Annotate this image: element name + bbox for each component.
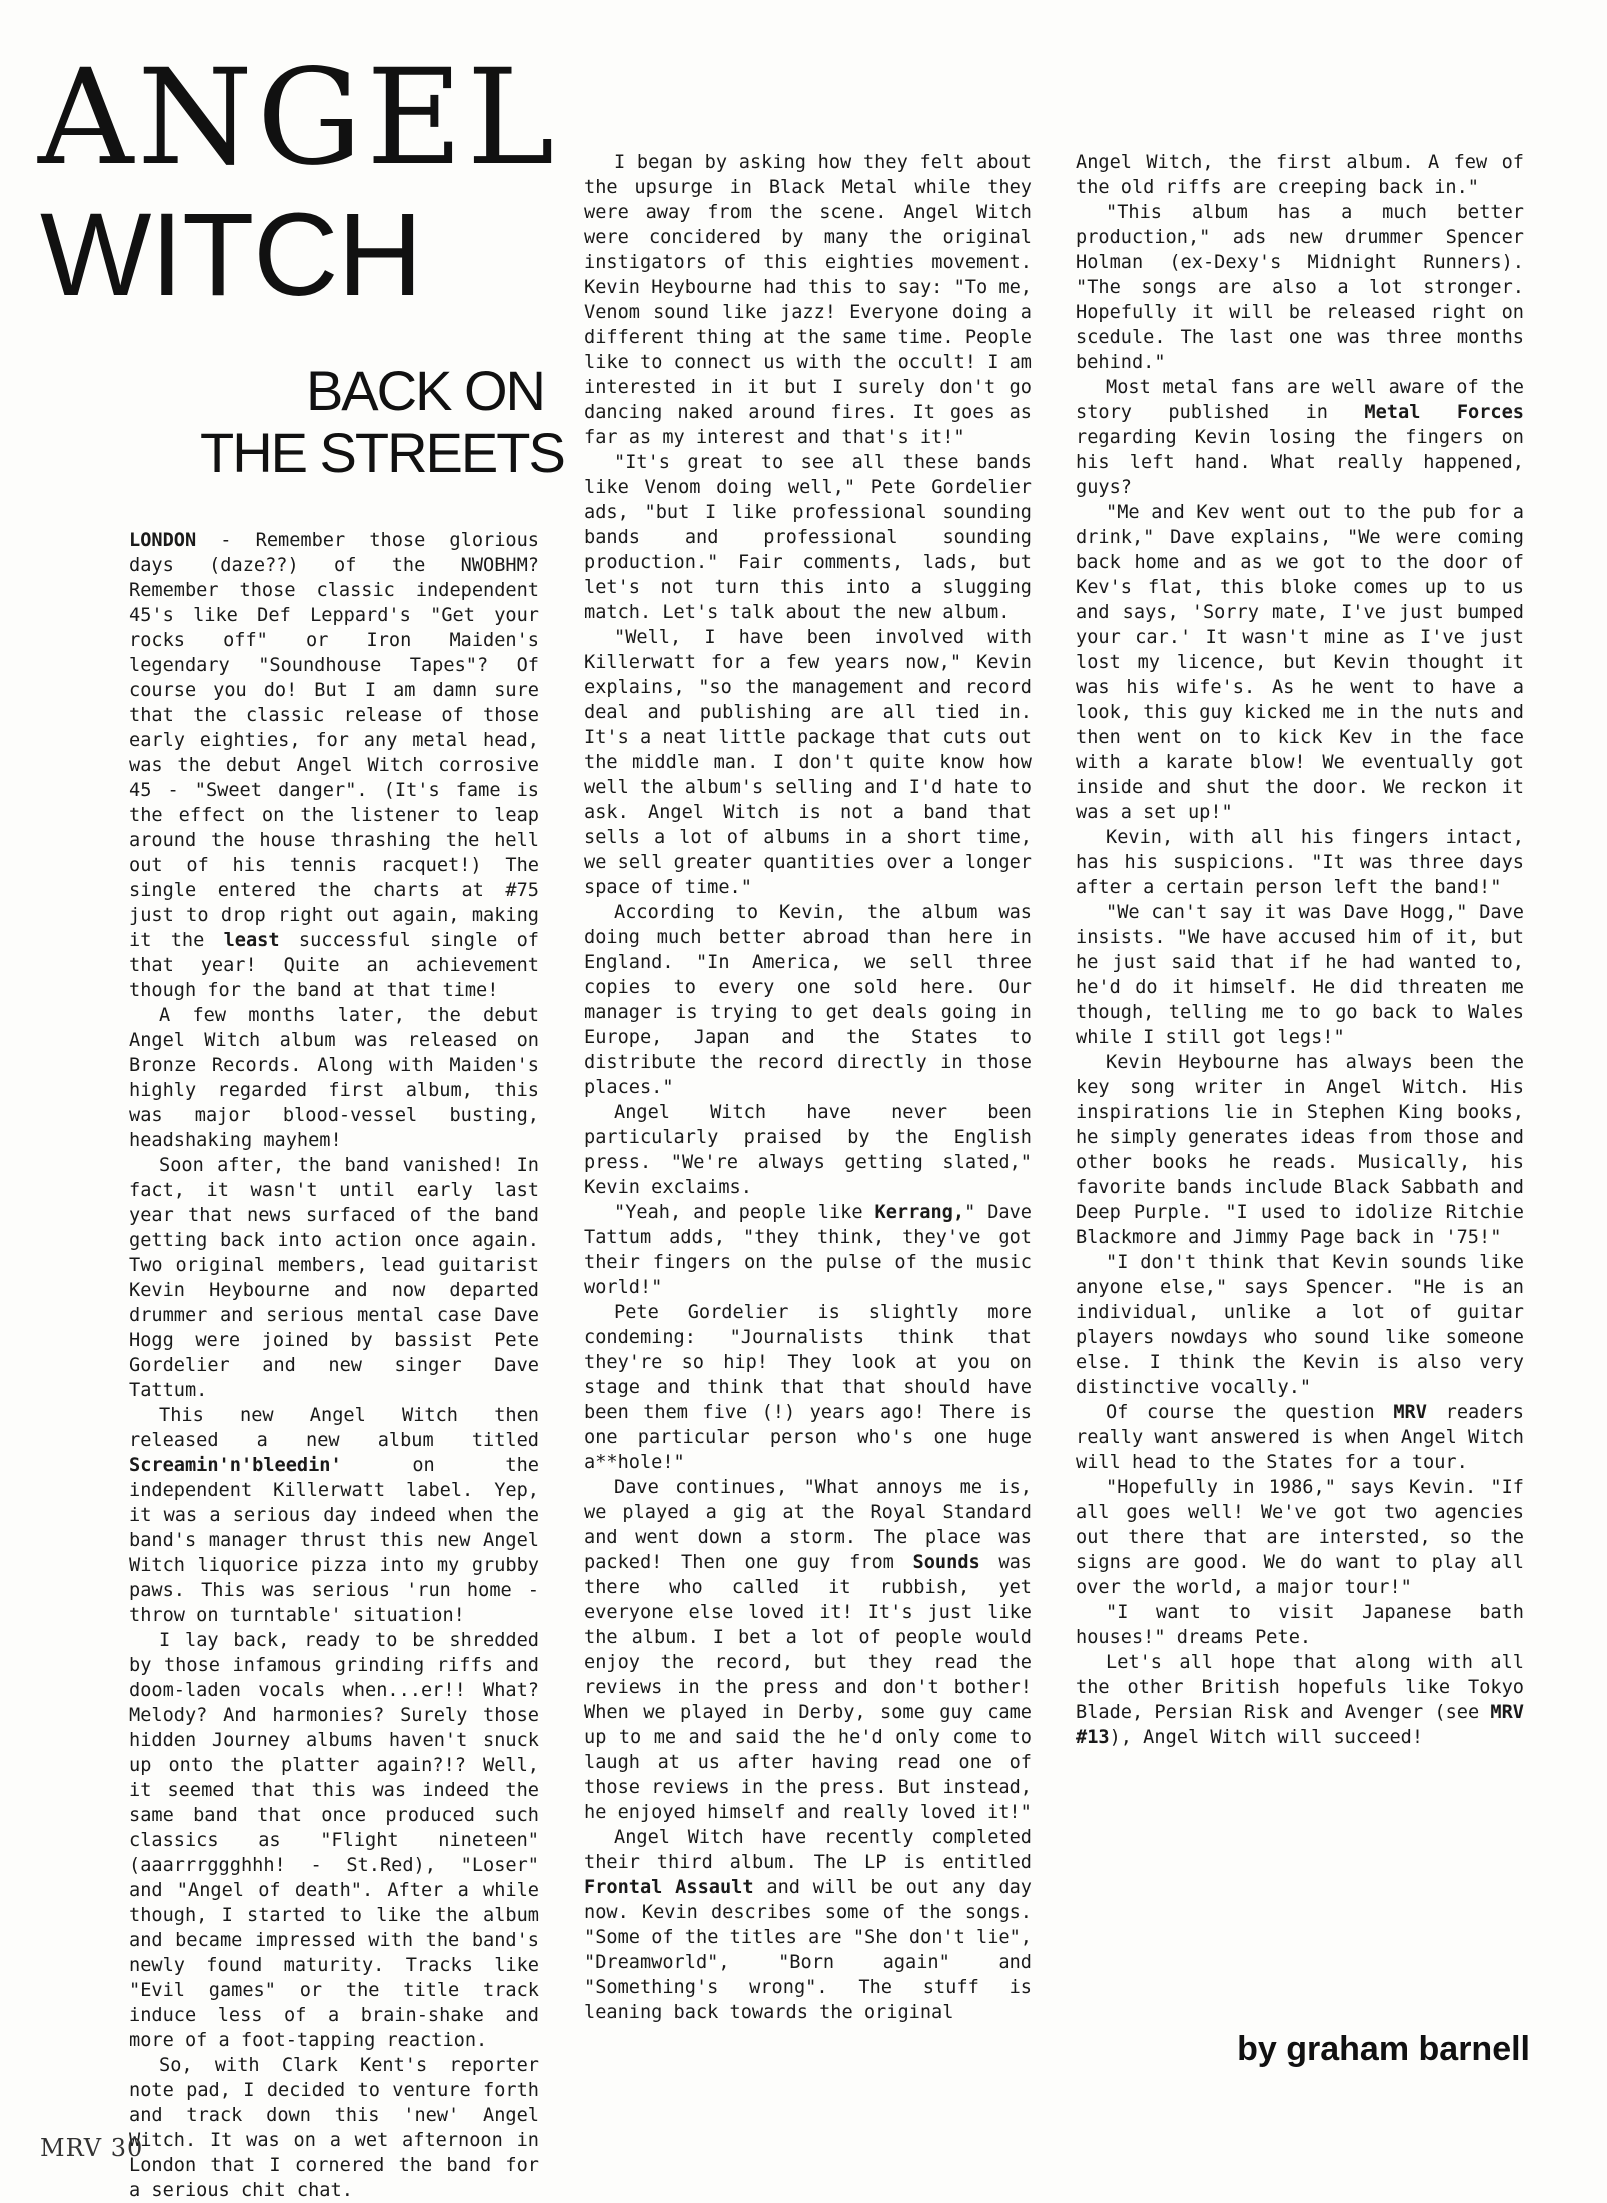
paragraph: "Well, I have been involved with Killerwatt for a few years now," Kevin explains, "so the management and record deal and publishing are all tied in. It's a neat little package that cuts out the middle man. I don't quite know how well the album's selling and I'd hate to ask. Angel Witch is not a band that sells a lot of albums in a short time, we sell greater quantities over a longer space of time." [584, 627, 1032, 898]
paragraph: I lay back, ready to be shredded by those infamous grinding riffs and doom-laden vocals when...er!! What? Melody? And harmonies? Surely those hidden Journey albums haven't snuck up onto the platter again?!? Well, it seemed that this was indeed the same band that once produced such classics as "Flight nineteen" (aaarrrggghhh! - St.Red), "Loser" and "Angel of death". After a while though, I started to like the album and became impressed with the band's newly found maturity. Tracks like "Evil games" or the title track induce less of a brain-shake and more of a foot-tapping reaction. [129, 1630, 539, 2051]
paragraph: "Hopefully in 1986," says Kevin. "If all goes well! We've got two agencies out there that are intersted, so the signs are good. We do want to play all over the world, a major tour!" [1076, 1477, 1524, 1598]
paragraph: "I don't think that Kevin sounds like anyone else," says Spencer. "He is an individual, unlike a lot of guitar players nowdays who sound like someone else. I think the Kevin is also very distinctive vocally." [1076, 1252, 1524, 1398]
paragraph: "I want to visit Japanese bath houses!" dreams Pete. [1076, 1602, 1524, 1648]
paragraph: "This album has a much better production," ads new drummer Spencer Holman (ex-Dexy's Midnight Runners). "The songs are also a lot stronger. Hopefully it will be released right on scedule. The last one was three months behind." [1076, 202, 1524, 373]
paragraph: Soon after, the band vanished! In fact, it wasn't until early last year that news surfaced of the band getting back into action once again. Two original members, lead guitarist Kevin Heybourne and now departed drummer and serious mental case Dave Hogg were joined by bassist Pete Gordelier and new singer Dave Tattum. [129, 1155, 539, 1401]
paragraph: So, with Clark Kent's reporter note pad, I decided to venture forth and track down this 'new' Angel Witch. It was on a wet afternoon in London that I cornered the band for a serious chit chat. [129, 2055, 539, 2201]
album-title: Screamin'n'bleedin' [129, 1455, 342, 1476]
paragraph: "It's great to see all these bands like Venom doing well," Pete Gordelier ads, "but I like professional sounding bands and professional sounding production." Fair comments, lads, but let's not turn this into a slugging match. Let's talk about the new album. [584, 452, 1032, 623]
magazine-name: Metal Forces [1364, 402, 1524, 423]
subtitle-line2: THE STREETS [200, 421, 564, 484]
paragraph: Most metal fans are well aware of the story published in Metal Forces regarding Kevin losing the fingers on his left hand. What really happened, guys? [1076, 377, 1524, 498]
article-column-1 [129, 528, 539, 2203]
paragraph: LONDON - Remember those glorious days (daze??) of the NWOBHM? Remember those classic independent 45's like Def Leppard's "Get your rocks off" or Iron Maiden's legendary "Soundhouse Tapes"? Of course you do! But I am damn sure that the classic release of those early eighties, for any metal head, was the debut Angel Witch corrosive 45 - "Sweet danger". (It's fame is the effect on the listener to leap around the house thrashing the hell out of his tennis racquet!) The single entered the charts at #75 just to drop right out again, making it the least successful single of that year! Quite an achievement though for the band at that time! [129, 530, 539, 1001]
subtitle-line1: BACK ON [305, 359, 544, 422]
paragraph: Dave continues, "What annoys me is, we played a gig at the Royal Standard and went down a storm. The place was packed! Then one guy from Sounds was there who called it rubbish, yet everyone else loved it! It's just like the album. I bet a lot of people would enjoy the record, but they read the reviews in the press and don't bother! When we played in Derby, some guy came up to me and said the he'd only come to laugh at us after having read one of those reviews in the press. But instead, he enjoyed himself and really loved it!" [584, 1477, 1032, 1823]
paragraph: Angel Witch have recently completed their third album. The LP is entitled Frontal Assault and will be out any day now. Kevin describes some of the songs. "Some of the titles are "She don't lie", "Dreamworld", "Born again" and "Something's wrong". The stuff is leaning back towards the original [584, 1827, 1032, 2023]
paragraph: Pete Gordelier is slightly more condeming: "Journalists think that they're so hip! They look at you on stage and think that that should have been them five (!) years ago! There is one particular person who's one huge a**hole!" [584, 1302, 1032, 1473]
issue-reference: MRV #13 [1076, 1702, 1524, 1748]
paragraph: "Me and Kev went out to the pub for a drink," Dave explains, "We were coming back home and as we got to the door of Kev's flat, this bloke comes up to us and says, 'Sorry mate, I've just bumped your car.' It wasn't mine as I've just lost my licence, but Kevin thought it was his wife's. As he went to have a look, this guy kicked me in the nuts and then went on to kick Kev in the face with a karate blow! We eventually got inside and shut the door. We reckon it was a set up!" [1076, 502, 1524, 823]
paragraph: Of course the question MRV readers really want answered is when Angel Witch will head to the States for a tour. [1076, 1402, 1524, 1473]
magazine-name: Sounds [912, 1552, 980, 1573]
paragraph: This new Angel Witch then released a new album titled Screamin'n'bleedin' on the independent Killerwatt label. Yep, it was a serious day indeed when the band's manager thrust this new Angel Witch liquorice pizza into my grubby paws. This was serious 'run home - throw on turntable' situation! [129, 1405, 539, 1626]
paragraph: A few months later, the debut Angel Witch album was released on Bronze Records. Along with Maiden's highly regarded first album, this was major blood-vessel busting, headshaking mayhem! [129, 1005, 539, 1151]
headline-witch: WITCH [40, 189, 422, 321]
paragraph: Let's all hope that along with all the other British hopefuls like Tokyo Blade, Persian Risk and Avenger (see MRV #13), Angel Witch will succeed! [1076, 1652, 1524, 1748]
paragraph: "Yeah, and people like Kerrang," Dave Tattum adds, "they think, they've got their fingers on the pulse of the music world!" [584, 1202, 1032, 1298]
paragraph: Angel Witch, the first album. A few of the old riffs are creeping back in." [1076, 152, 1524, 198]
headline-angel: ANGEL [38, 41, 559, 195]
paragraph: Angel Witch have never been particularly praised by the English press. "We're always getting slated," Kevin exclaims. [584, 1102, 1032, 1198]
paragraph: Kevin Heybourne has always been the key song writer in Angel Witch. His inspirations lie in Stephen King books, he simply generates ideas from those and other books he reads. Musically, his favorite bands include Black Sabbath and Deep Purple. "I used to idolize Ritchie Blackmore and Jimmy Page back in '75!" [1076, 1052, 1524, 1248]
page-folio: MRV 30 [40, 2134, 144, 2162]
paragraph: According to Kevin, the album was doing much better abroad than here in England. "In America, we sell three copies to every one sold here. Our manager is trying to get deals going in Europe, Japan and the States to distribute the record directly in those places." [584, 902, 1032, 1098]
article-column-2 [584, 150, 1032, 2025]
byline: by graham barnell [1237, 2030, 1530, 2068]
album-title: Frontal Assault [584, 1877, 754, 1898]
article-column-3 [1076, 150, 1524, 1750]
magazine-name: MRV [1393, 1402, 1427, 1423]
paragraph: I began by asking how they felt about the upsurge in Black Metal while they were away from the scene. Angel Witch were concidered by many the original instigators of this eighties movement. Kevin Heybourne had this to say: "To me, Venom sound like jazz! Everyone doing a different thing at the same time. People like to connect us with the occult! I am interested in it but I surely don't go dancing naked around fires. It goes as far as my interest and that's it!" [584, 152, 1032, 448]
dateline: LONDON [129, 530, 197, 551]
magazine-name: Kerrang, [874, 1202, 965, 1223]
paragraph: "We can't say it was Dave Hogg," Dave insists. "We have accused him of it, but he just said that if he had wanted to, he'd do it himself. He did threaten me though, telling me to go back to Wales while I still got legs!" [1076, 902, 1524, 1048]
paragraph: Kevin, with all his fingers intact, has his suspicions. "It was three days after a certain person left the band!" [1076, 827, 1524, 898]
